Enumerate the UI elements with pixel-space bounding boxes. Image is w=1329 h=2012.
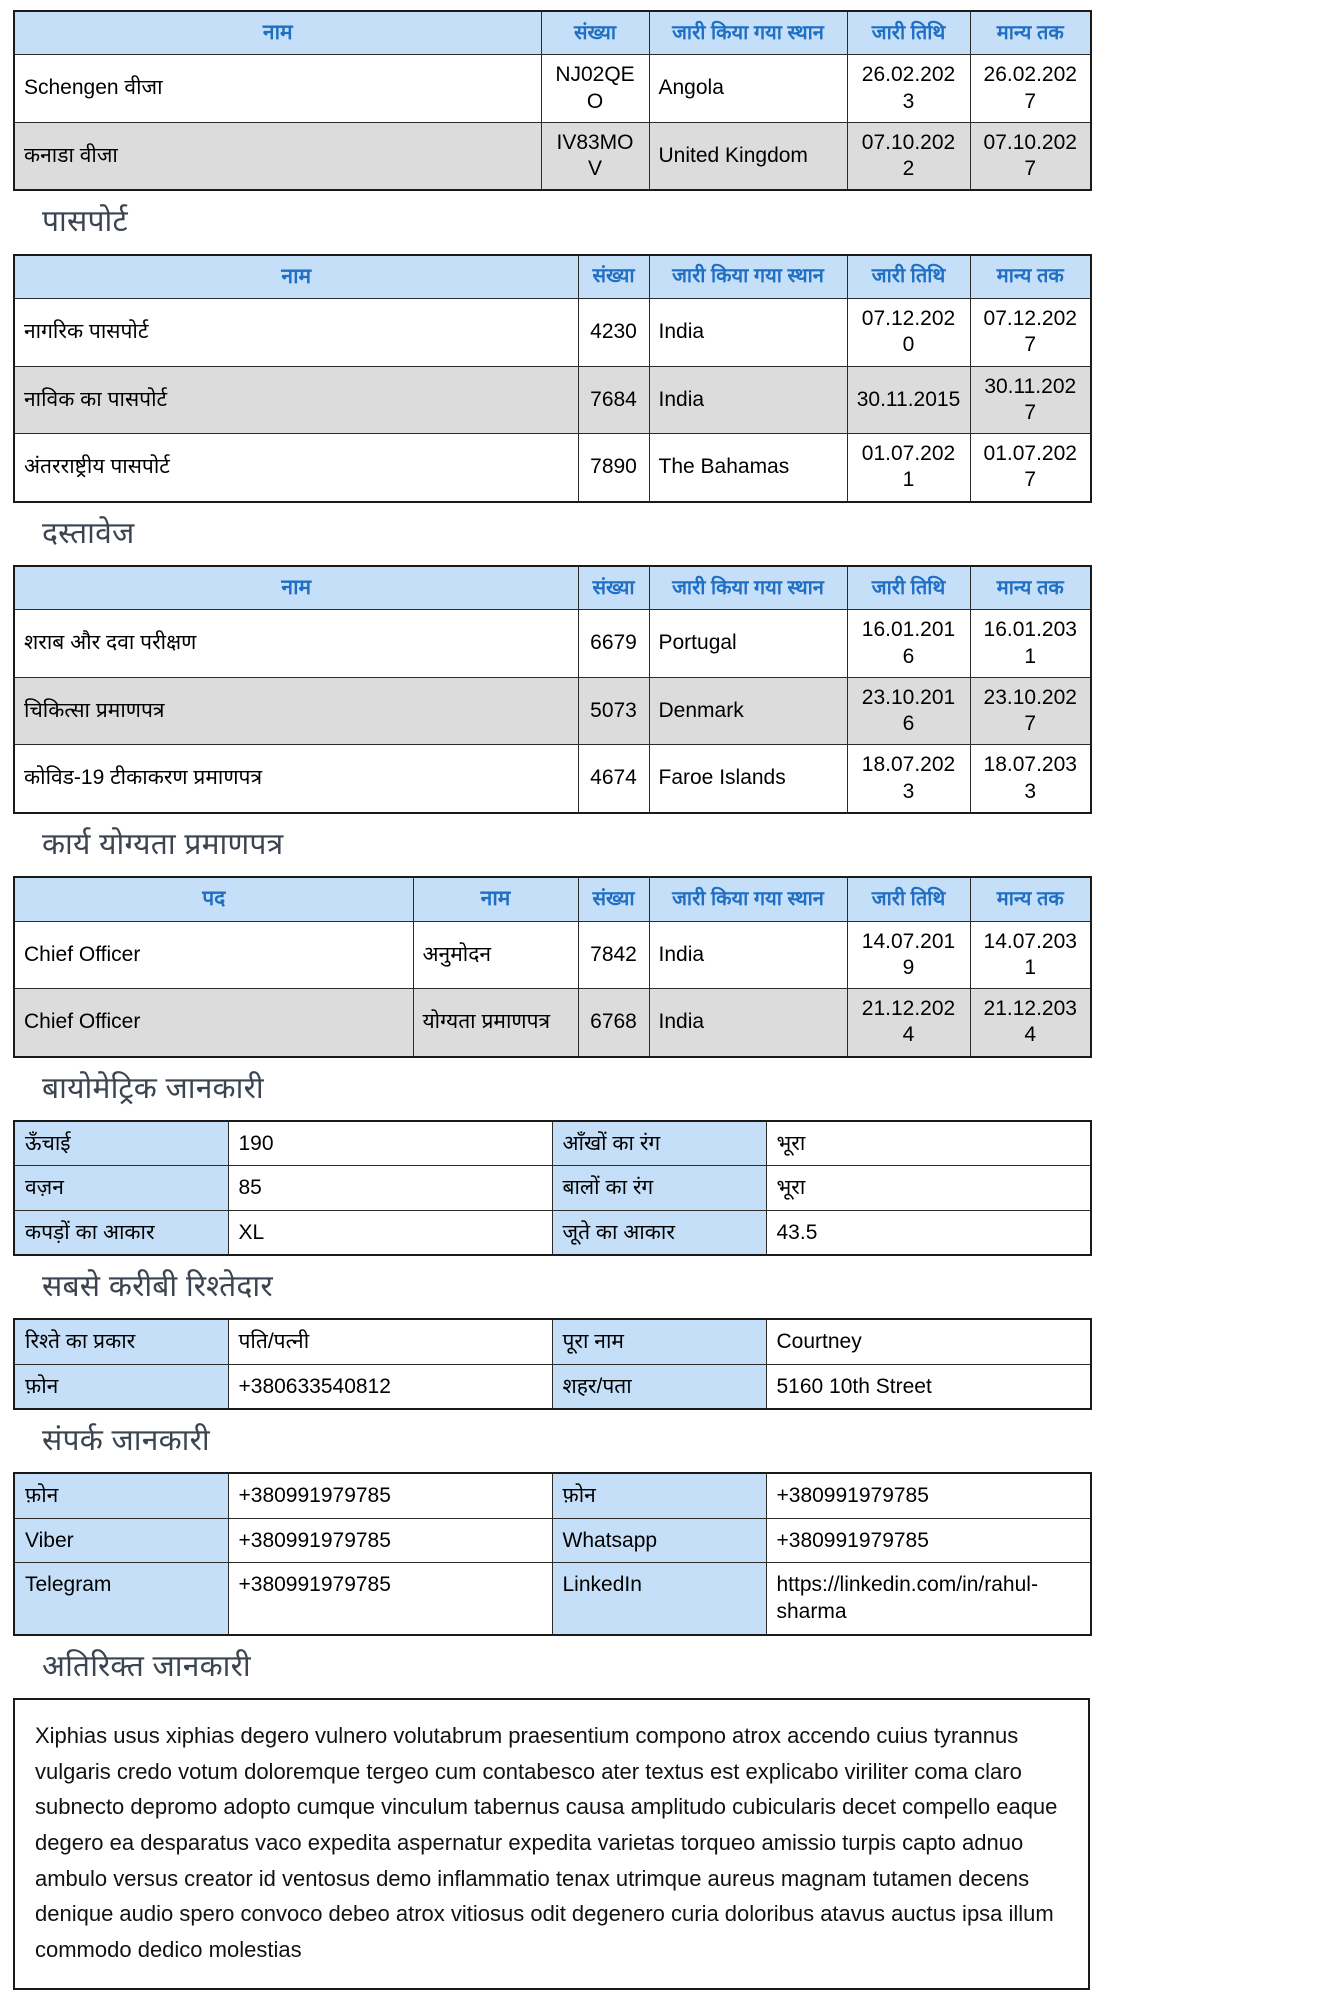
cell-valid-until: 07.10.2027 — [970, 122, 1091, 190]
passport-table-head — [14, 255, 1091, 299]
col-header-issue-date: जारी तिथि — [847, 255, 970, 299]
col-header-position: पद — [14, 877, 413, 921]
table-row — [14, 745, 1091, 813]
col-header-valid-until: मान्य तक — [970, 566, 1091, 610]
biometric-table-body — [14, 1121, 1091, 1255]
cell-valid-until: 21.12.2034 — [970, 989, 1091, 1057]
table-header-row — [14, 566, 1091, 610]
cell-valid-until: 26.02.2027 — [970, 55, 1091, 123]
field-value-telegram: +380991979785 — [228, 1563, 552, 1635]
cell-issue-date: 07.10.2022 — [847, 122, 970, 190]
table-row — [14, 1518, 1091, 1562]
cell-number: 7842 — [578, 921, 649, 989]
visa-table-body — [14, 55, 1091, 191]
cell-valid-until: 07.12.2027 — [970, 299, 1091, 367]
documents-table-body — [14, 610, 1091, 813]
col-header-issue-date: जारी तिथि — [847, 566, 970, 610]
field-label-city-address: शहर/पता — [552, 1364, 766, 1409]
field-value-whatsapp: +380991979785 — [766, 1518, 1091, 1562]
cell-name: कोविड-19 टीकाकरण प्रमाणपत्र — [14, 745, 578, 813]
field-label-telegram: Telegram — [14, 1563, 228, 1635]
additional-info-text: Xiphias usus xiphias degero vulnero volutabrum praesentium compono atrox accendo cuius tyrannus vulgaris credo votum doloremque tergeo cum contabesco ater textus est explicabo viriliter coma claro subnecto depromo adopto cumque vinculum tabernus causa amplitudo cubicularis decet compello eaque degero ea desparatus vaco expedita aspernatur expedita varietas torqueo amissio turpis capto adnuo ambulo versus creator id ventosus demo inflammatio tenax utrimque aureus magnam tutamen decens denique audio spero convoco debeo atrox vitiosus odit degenero curia doloribus atavus auctus ipsa illum commodo dedico molestias — [13, 1698, 1090, 1989]
table-row — [14, 434, 1091, 502]
col-header-number: संख्या — [578, 255, 649, 299]
biometric-table — [13, 1120, 1092, 1256]
cell-issued-place: The Bahamas — [649, 434, 847, 502]
section-title-biometric: बायोमेट्रिक जानकारी — [42, 1071, 264, 1105]
field-value-eye-color: भूरा — [766, 1121, 1091, 1166]
field-label-hair-color: बालों का रंग — [552, 1166, 766, 1210]
col-header-number: संख्या — [541, 11, 649, 55]
col-header-issued-place: जारी किया गया स्थान — [649, 255, 847, 299]
cell-name: शराब और दवा परीक्षण — [14, 610, 578, 678]
field-value-relation-type: पति/पत्नी — [228, 1319, 552, 1364]
cell-issued-place: Denmark — [649, 677, 847, 745]
field-label-relation-type: रिश्ते का प्रकार — [14, 1319, 228, 1364]
col-header-valid-until: मान्य तक — [970, 877, 1091, 921]
table-row — [14, 610, 1091, 678]
table-header-row — [14, 11, 1091, 55]
col-header-name: नाम — [413, 877, 578, 921]
cell-issue-date: 26.02.2023 — [847, 55, 970, 123]
cell-issue-date: 23.10.2016 — [847, 677, 970, 745]
cell-number: 4230 — [578, 299, 649, 367]
table-row — [14, 921, 1091, 989]
qualification-table — [13, 876, 1092, 1057]
section-title-qualification: कार्य योग्यता प्रमाणपत्र — [42, 827, 284, 861]
cell-name: योग्यता प्रमाणपत्र — [413, 989, 578, 1057]
contacts-table — [13, 1472, 1092, 1635]
table-row — [14, 366, 1091, 434]
field-value-viber: +380991979785 — [228, 1518, 552, 1562]
cell-issued-place: India — [649, 366, 847, 434]
field-label-clothing-size: कपड़ों का आकार — [14, 1210, 228, 1255]
field-value-hair-color: भूरा — [766, 1166, 1091, 1210]
passport-table-body — [14, 299, 1091, 502]
cell-name: अंतरराष्ट्रीय पासपोर्ट — [14, 434, 578, 502]
visa-table-head — [14, 11, 1091, 55]
cell-issue-date: 18.07.2023 — [847, 745, 970, 813]
table-row — [14, 1563, 1091, 1635]
field-value-shoe-size: 43.5 — [766, 1210, 1091, 1255]
field-label-shoe-size: जूते का आकार — [552, 1210, 766, 1255]
qualification-table-body — [14, 921, 1091, 1057]
table-header-row — [14, 877, 1091, 921]
table-row — [14, 1364, 1091, 1409]
cell-name: कनाडा वीजा — [14, 122, 541, 190]
field-value-clothing-size: XL — [228, 1210, 552, 1255]
section-title-relative: सबसे करीबी रिश्तेदार — [42, 1269, 273, 1303]
contacts-table-body — [14, 1473, 1091, 1634]
cell-issued-place: India — [649, 989, 847, 1057]
field-value-phone-1: +380991979785 — [228, 1473, 552, 1518]
section-title-additional: अतिरिक्त जानकारी — [42, 1649, 251, 1683]
field-value-linkedin[interactable]: https://linkedin.com/in/rahul-sharma — [766, 1563, 1091, 1635]
relative-table — [13, 1318, 1092, 1410]
cell-number: 6768 — [578, 989, 649, 1057]
cell-number: 5073 — [578, 677, 649, 745]
col-header-issue-date: जारी तिथि — [847, 11, 970, 55]
col-header-issued-place: जारी किया गया स्थान — [649, 11, 847, 55]
field-label-whatsapp: Whatsapp — [552, 1518, 766, 1562]
col-header-name: नाम — [14, 566, 578, 610]
cell-number: 7684 — [578, 366, 649, 434]
section-title-contacts: संपर्क जानकारी — [42, 1423, 210, 1457]
table-row — [14, 1319, 1091, 1364]
table-row — [14, 299, 1091, 367]
cell-position: Chief Officer — [14, 989, 413, 1057]
col-header-number: संख्या — [578, 877, 649, 921]
visa-table — [13, 10, 1092, 191]
field-label-viber: Viber — [14, 1518, 228, 1562]
cell-number: 7890 — [578, 434, 649, 502]
cell-issued-place: India — [649, 921, 847, 989]
field-value-phone-2: +380991979785 — [766, 1473, 1091, 1518]
cell-number: NJ02QEO — [541, 55, 649, 123]
col-header-name: नाम — [14, 11, 541, 55]
field-value-full-name: Courtney — [766, 1319, 1091, 1364]
table-row — [14, 1473, 1091, 1518]
cell-valid-until: 23.10.2027 — [970, 677, 1091, 745]
col-header-issue-date: जारी तिथि — [847, 877, 970, 921]
cell-issue-date: 30.11.2015 — [847, 366, 970, 434]
cell-name: नागरिक पासपोर्ट — [14, 299, 578, 367]
cell-name: नाविक का पासपोर्ट — [14, 366, 578, 434]
relative-table-body — [14, 1319, 1091, 1409]
cell-issue-date: 01.07.2021 — [847, 434, 970, 502]
field-value-weight: 85 — [228, 1166, 552, 1210]
documents-table — [13, 565, 1092, 814]
cell-issue-date: 16.01.2016 — [847, 610, 970, 678]
cell-issued-place: India — [649, 299, 847, 367]
field-label-phone-2: फ़ोन — [552, 1473, 766, 1518]
field-label-phone: फ़ोन — [14, 1364, 228, 1409]
cell-valid-until: 30.11.2027 — [970, 366, 1091, 434]
cell-issued-place: United Kingdom — [649, 122, 847, 190]
qualification-table-head — [14, 877, 1091, 921]
cell-name: Schengen वीजा — [14, 55, 541, 123]
table-row — [14, 1210, 1091, 1255]
cell-issue-date: 21.12.2024 — [847, 989, 970, 1057]
table-row — [14, 122, 1091, 190]
cell-valid-until: 18.07.2033 — [970, 745, 1091, 813]
cell-issued-place: Faroe Islands — [649, 745, 847, 813]
field-label-height: ऊँचाई — [14, 1121, 228, 1166]
table-row — [14, 677, 1091, 745]
col-header-issued-place: जारी किया गया स्थान — [649, 566, 847, 610]
table-row — [14, 989, 1091, 1057]
cell-issue-date: 07.12.2020 — [847, 299, 970, 367]
field-value-phone: +380633540812 — [228, 1364, 552, 1409]
col-header-number: संख्या — [578, 566, 649, 610]
passport-table — [13, 254, 1092, 503]
col-header-valid-until: मान्य तक — [970, 11, 1091, 55]
documents-table-head — [14, 566, 1091, 610]
section-title-documents: दस्तावेज — [42, 516, 135, 550]
field-label-weight: वज़न — [14, 1166, 228, 1210]
cell-valid-until: 01.07.2027 — [970, 434, 1091, 502]
table-row — [14, 1121, 1091, 1166]
field-label-linkedin: LinkedIn — [552, 1563, 766, 1635]
field-label-phone-1: फ़ोन — [14, 1473, 228, 1518]
cell-name: चिकित्सा प्रमाणपत्र — [14, 677, 578, 745]
table-row — [14, 1166, 1091, 1210]
table-header-row — [14, 255, 1091, 299]
table-row — [14, 55, 1091, 123]
col-header-name: नाम — [14, 255, 578, 299]
section-title-passport: पासपोर्ट — [42, 205, 128, 239]
field-value-height: 190 — [228, 1121, 552, 1166]
cell-issued-place: Angola — [649, 55, 847, 123]
cell-name: अनुमोदन — [413, 921, 578, 989]
cell-valid-until: 16.01.2031 — [970, 610, 1091, 678]
cell-issue-date: 14.07.2019 — [847, 921, 970, 989]
field-label-full-name: पूरा नाम — [552, 1319, 766, 1364]
cell-issued-place: Portugal — [649, 610, 847, 678]
field-label-eye-color: आँखों का रंग — [552, 1121, 766, 1166]
cell-number: 6679 — [578, 610, 649, 678]
field-value-city-address: 5160 10th Street — [766, 1364, 1091, 1409]
cell-valid-until: 14.07.2031 — [970, 921, 1091, 989]
cell-number: 4674 — [578, 745, 649, 813]
col-header-valid-until: मान्य तक — [970, 255, 1091, 299]
col-header-issued-place: जारी किया गया स्थान — [649, 877, 847, 921]
cell-position: Chief Officer — [14, 921, 413, 989]
cell-number: IV83MOV — [541, 122, 649, 190]
